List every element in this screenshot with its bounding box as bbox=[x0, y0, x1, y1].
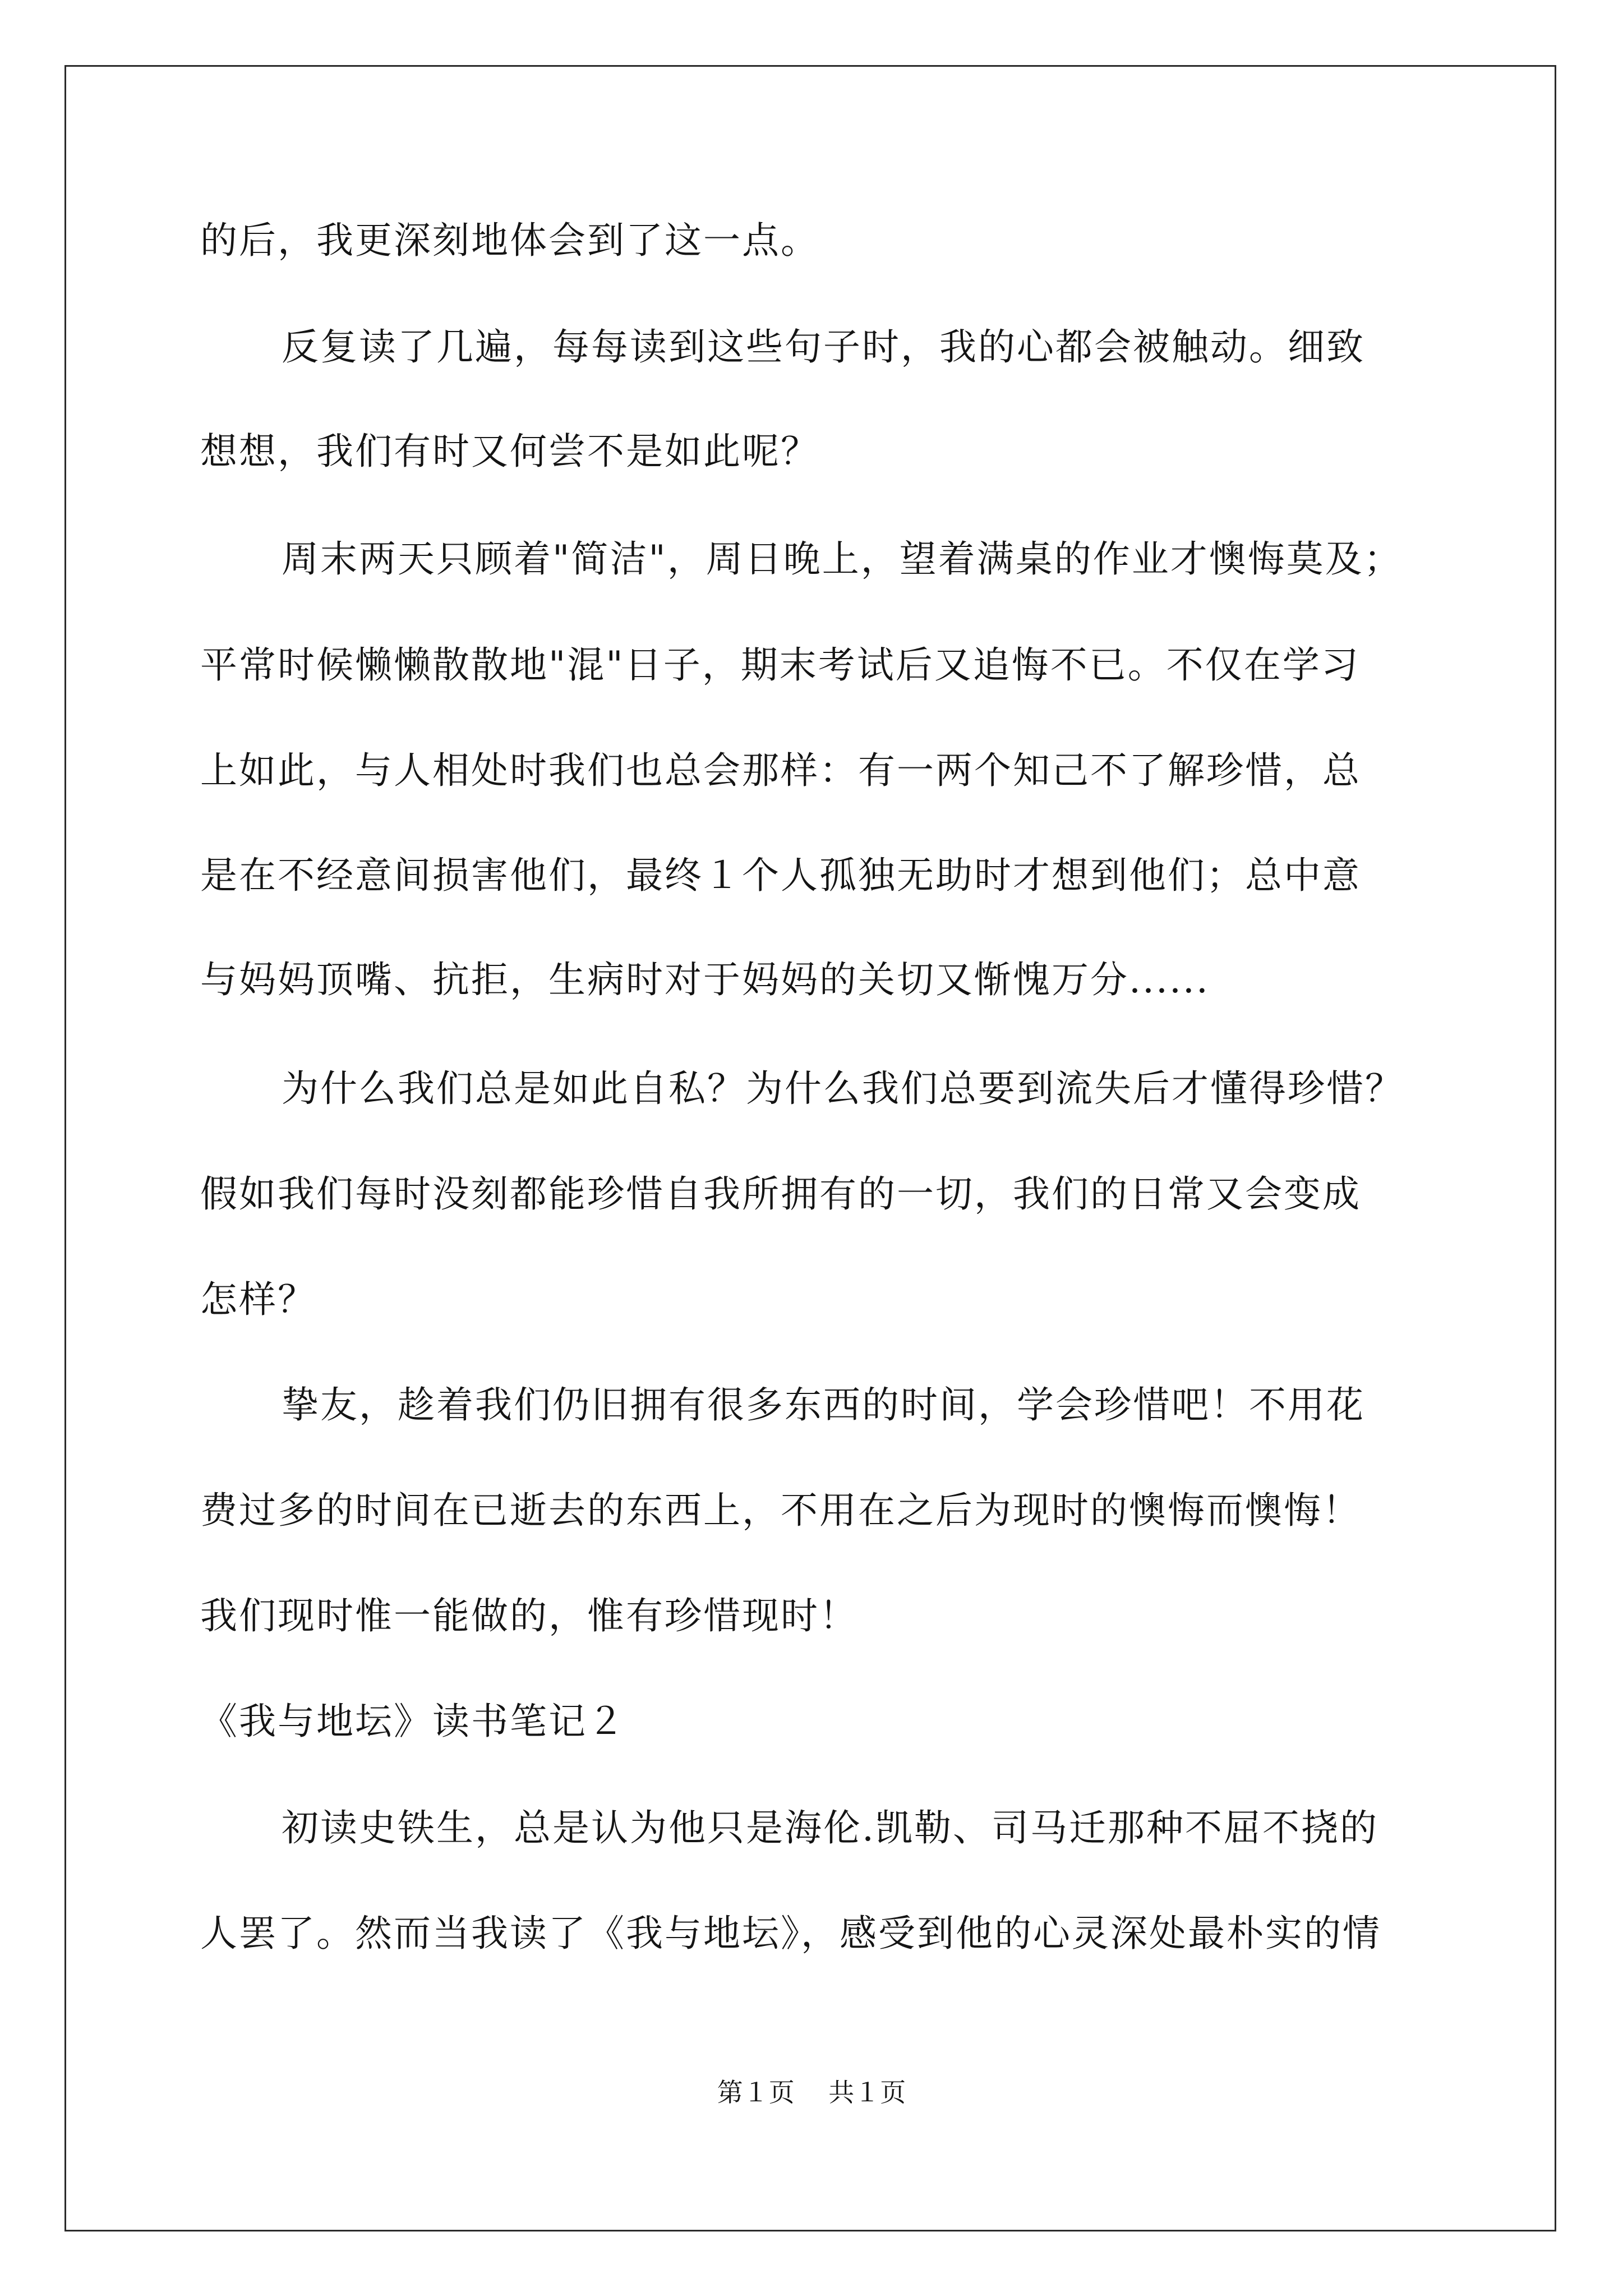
text-line: 想想，我们有时又何尝不是如此呢？ bbox=[200, 430, 819, 473]
section-heading: 《我与地坛》读书笔记２ bbox=[200, 1700, 626, 1743]
text-line: 的后，我更深刻地体会到了这一点。 bbox=[200, 219, 819, 262]
text-line: 周末两天只顾着"简洁"，周日晚上，望着满桌的作业才懊悔莫及； bbox=[282, 537, 1403, 581]
text-line: 怎样？ bbox=[200, 1278, 316, 1321]
text-line: 平常时候懒懒散散地"混"日子，期末考试后又追悔不已。不仅在学习 bbox=[200, 643, 1360, 687]
text-line: 费过多的时间在已逝去的东西上，不用在之后为现时的懊悔而懊悔！ bbox=[200, 1489, 1361, 1532]
text-line: 上如此，与人相处时我们也总会那样：有一两个知己不了解珍惜，总 bbox=[200, 749, 1361, 792]
page-number: 第１页 共１页 bbox=[717, 2077, 906, 2108]
text-line: 假如我们每时没刻都能珍惜自我所拥有的一切，我们的日常又会变成 bbox=[200, 1172, 1361, 1216]
text-line: 反复读了几遍，每每读到这些句子时，我的心都会被触动。细致 bbox=[282, 325, 1365, 369]
text-line: 人罢了。然而当我读了《我与地坛》，感受到他的心灵深处最朴实的情 bbox=[200, 1912, 1381, 1955]
text-line: 初读史铁生，总是认为他只是海伦.凯勒、司马迁那种不屈不挠的 bbox=[282, 1806, 1378, 1849]
text-line: 挚友，趁着我们仍旧拥有很多东西的时间，学会珍惜吧！不用花 bbox=[282, 1383, 1365, 1427]
text-line: 为什么我们总是如此自私？为什么我们总要到流失后才懂得珍惜？ bbox=[282, 1067, 1404, 1110]
text-line: 我们现时惟一能做的，惟有珍惜现时！ bbox=[200, 1594, 858, 1637]
text-line: 是在不经意间损害他们，最终１个人孤独无助时才想到他们；总中意 bbox=[200, 854, 1361, 897]
text-line: 与妈妈顶嘴、抗拒，生病时对于妈妈的关切又惭愧万分...... bbox=[200, 958, 1210, 1001]
